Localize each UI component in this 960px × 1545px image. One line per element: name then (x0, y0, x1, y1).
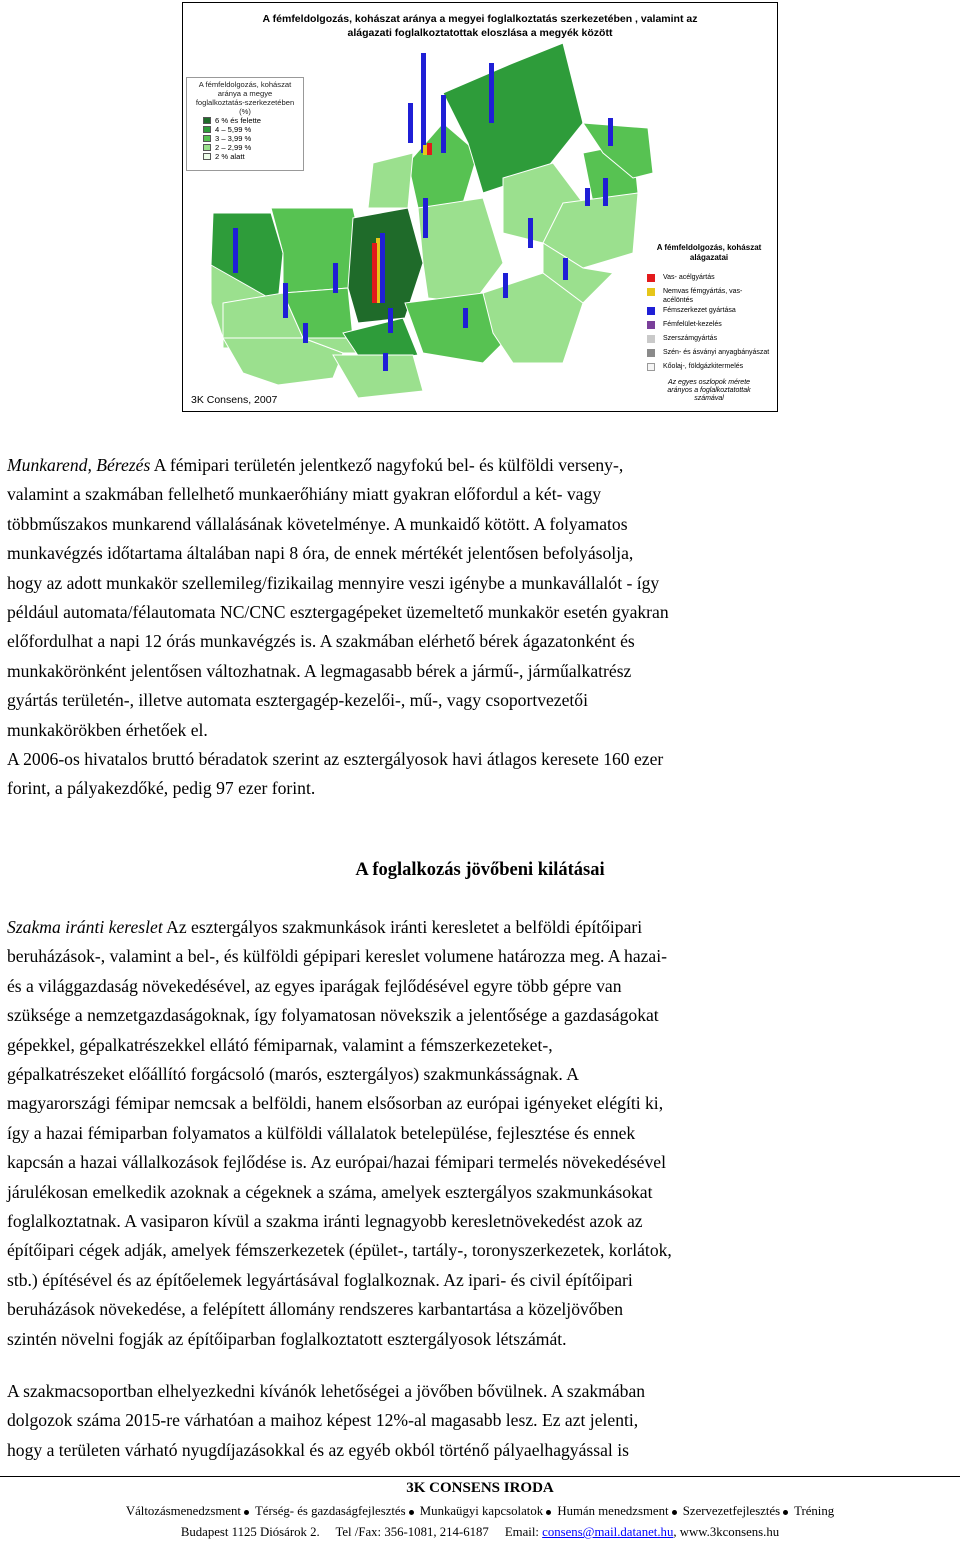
county-region (418, 198, 503, 303)
legend-swatch (203, 135, 211, 142)
para-line: szintén növelni fogják az építőiparban foglalkoztatott esztergályosok létszámát. (7, 1328, 567, 1349)
county-bar (608, 118, 613, 146)
branch-legend-item (645, 287, 773, 305)
para-line: dolgozok száma 2015-re várhatóan a maihoz képest 12%-al magasabb lesz. Ez azt jelenti, (7, 1410, 639, 1431)
share-legend-label: 4 – 5,99 % (215, 125, 252, 134)
footer-company-name: 3K CONSENS IRODA (406, 1480, 554, 1496)
branch-legend-item (645, 334, 773, 347)
para-line: foglalkoztatnak. A vasiparon kívül a szakma iránti legnagyobb keresletnövekedést azok az (7, 1211, 643, 1232)
para-line: hogy a területen várható nyugdíjazásokkal és az egyéb okból történő pályaelhagyással is (7, 1439, 629, 1460)
footer-divider (0, 1476, 960, 1477)
branch-legend-note (645, 379, 773, 403)
county-bar (233, 228, 238, 273)
branch-legend-label: Fémszerkezet gyártása (663, 307, 736, 314)
footer-service: Változásmenedzsment (125, 1504, 241, 1518)
county-bar (388, 308, 393, 333)
para-line: járulékosan emelkedik azoknak a cégeknek a száma, amelyek esztergályos szakmunkásokat (7, 1181, 653, 1202)
share-legend-item (191, 134, 299, 143)
para-line: munkakörökben érhetőek el. (7, 719, 208, 740)
share-legend-label: 2 % alatt (215, 152, 245, 161)
county-bar (283, 283, 288, 318)
branch-legend-label: Szén- és ásványi anyagbányászat (663, 349, 770, 356)
share-legend-item (191, 116, 299, 125)
para-line: munkakörönként jelentősen változhatnak. A legmagasabb bérek a jármű-, járműalkatrész (7, 660, 632, 681)
section-heading: A foglalkozás jövőbeni kilátásai (355, 860, 605, 880)
footer-service: Szervezetfejlesztés (682, 1504, 781, 1518)
para-line: gépekkel, gépalkatrészekkel ellátó fémiparnak, valamint a fémszerkezeteket-, (7, 1034, 553, 1055)
branch-legend-note-1: Az egyes oszlopok mérete (667, 379, 751, 386)
share-legend-label: 2 – 2,99 % (215, 143, 252, 152)
county-bar (421, 53, 426, 153)
county-bar (427, 143, 432, 155)
para-line: gépalkatrészeket előállító forgácsoló (marós, esztergályos) szakmunkásságnak. A (7, 1064, 579, 1085)
branch-legend-label-1: Nemvas fémgyártás, vas- (663, 288, 743, 295)
para-text: A munkaidő kötött. A folyamatos (390, 513, 628, 534)
share-legend (186, 77, 304, 171)
para-line: szüksége a nemzetgazdaságoknak, így folyamatosan növekszik a jelentősége a gazdaságokat (7, 1005, 659, 1026)
footer-contact (0, 1524, 960, 1540)
county-bar (603, 178, 608, 206)
branch-legend (645, 243, 773, 411)
legend-swatch (647, 307, 655, 315)
footer-web: , www.3kconsens.hu (673, 1525, 780, 1539)
figure-title-line-1: A fémfeldolgozás, kohászat aránya a megyei foglalkoztatás szerkezetében , valamint az (262, 13, 698, 25)
county-bar (303, 323, 308, 343)
branch-legend-label-2: acélöntés (663, 297, 693, 304)
county-bar (380, 233, 385, 303)
para-line (7, 510, 955, 539)
para-text: Az esztergályos szakmunkások iránti keresletet a belföldi építőipari (162, 917, 643, 937)
footer-service: Térség- és gazdaságfejlesztés (254, 1504, 406, 1518)
legend-swatch (647, 349, 655, 357)
employment-map-figure (182, 2, 778, 412)
para-line: gyártás területén-, illetve automata esztergagép-kezelői-, mű-, vagy csoportvezetői (7, 690, 588, 711)
para-line: például automata/félautomata NC/CNC esztergagépeket üzemeltető munkakör esetén gyakran (7, 602, 669, 623)
branch-legend-label: Fémfelület-kezelés (663, 321, 722, 328)
para-line: építőipari cégek adják, amelyek fémszerkezetek (épület-, tartály-, toronyszerkezetek, korlátok, (7, 1240, 672, 1261)
share-legend-label: 6 % és felette (215, 116, 262, 125)
county-region (368, 153, 413, 208)
bullet-icon (409, 1510, 414, 1515)
outlook-paragraph (7, 1377, 955, 1465)
para-line: és a világgazdaság növekedésével, az egyes iparágak fejlődésével egyre több gépre van (7, 975, 622, 996)
section-label-munkarend: Munkarend, Bérezés (7, 455, 151, 475)
para-line: előfordulhat a napi 12 órás munkavégzés is. A szakmában elérhető bérek ágazatonként és (7, 631, 635, 652)
para-text: többműszakos munkarend vállalásának követelménye. (7, 513, 391, 534)
para-line: A szakmacsoportban elhelyezkedni kívánók lehetőségei a jövőben bővülnek. A szakmában (7, 1381, 646, 1401)
share-legend-title-4: (%) (239, 107, 251, 116)
section-label-kereslet: Szakma iránti kereslet (7, 917, 163, 937)
bullet-icon (244, 1510, 249, 1515)
footer-service: Munkaügyi kapcsolatok (419, 1504, 544, 1518)
legend-swatch (647, 363, 655, 371)
share-legend-item (191, 143, 299, 152)
legend-swatch (647, 274, 655, 282)
legend-swatch (647, 321, 655, 329)
para-line: kapcsán a hazai vállalkozások fejlődése is. Az európai/hazai fémipari termelés növekedésével (7, 1152, 666, 1173)
footer-service: Tréning (794, 1504, 835, 1518)
branch-legend-item (645, 320, 773, 333)
para-line: így a hazai fémiparban folyamatos a külföldi vállalatok betelepülése, fejlesztése és ennek (7, 1122, 636, 1143)
legend-swatch (647, 288, 655, 296)
para-line: hogy az adott munkakör szellemileg/fizikailag mennyire veszi igénybe a munkavállalót - így (7, 572, 660, 593)
legend-swatch (203, 153, 211, 160)
share-legend-title-2: aránya a megye (217, 89, 273, 98)
county-bar (372, 243, 377, 303)
bullet-icon (546, 1510, 551, 1515)
figure-title (193, 12, 767, 40)
bullet-icon (672, 1510, 677, 1515)
footer-service: Humán menedzsment (557, 1504, 669, 1518)
branch-legend-title-1: A fémfeldolgozás, kohászat (656, 243, 762, 252)
branch-legend-item (645, 306, 773, 319)
share-legend-item (191, 125, 299, 134)
legend-swatch (203, 126, 211, 133)
para-line: stb.) építésével és az építőelemek legyártásával foglalkoznak. Az ipari- és civil építőipari (7, 1269, 633, 1290)
county-bar (333, 263, 338, 293)
county-bar (423, 198, 428, 238)
branch-legend-item (645, 348, 773, 361)
county-bar (408, 103, 413, 143)
working-hours-paragraph (7, 451, 955, 804)
county-bar (585, 188, 590, 206)
share-legend-title-3: foglalkoztatás-szerkezetében (195, 98, 295, 107)
footer-services (0, 1503, 960, 1519)
branch-legend-note-2: arányos a foglalkoztatottak (667, 387, 751, 394)
footer-address: Budapest 1125 Diósárok 2. (180, 1525, 320, 1539)
branch-legend-label (663, 287, 742, 305)
para-line: valamint a szakmában fellelhető munkaerőhiány miatt gyakran előfordul a két- vagy (7, 484, 602, 505)
share-legend-item (191, 152, 299, 161)
para-text: A fémipari területén jelentkező nagyfokú bel- és külföldi verseny-, (150, 455, 624, 475)
county-bar (463, 308, 468, 328)
footer-phone: Tel /Fax: 356-1081, 214-6187 (335, 1525, 489, 1539)
county-bar (489, 63, 494, 123)
footer-email-label: Email: (504, 1525, 543, 1539)
branch-legend-title (645, 243, 773, 263)
para-line: magyarországi fémipar nemcsak a belföldi, hanem elsősorban az európai igényeket elégíti ki, (7, 1093, 664, 1114)
legend-swatch (203, 144, 211, 151)
branch-legend-note-3: számával (694, 395, 724, 402)
figure-title-line-2: alágazati foglalkoztatottak eloszlása a megyék között (347, 27, 613, 39)
branch-legend-label: Kőolaj-, földgázkitermelés (663, 363, 744, 370)
para-line: forint, a pályakezdőké, pedig 97 ezer forint. (7, 778, 316, 799)
bullet-icon (783, 1510, 788, 1515)
para-line: beruházások-, valamint a bel-, és külföldi gépipari kereslet volumene határozza meg. A hazai- (7, 946, 667, 967)
share-legend-title-1: A fémfeldolgozás, kohászat (198, 80, 292, 89)
para-line (7, 913, 955, 942)
legend-swatch (203, 117, 211, 124)
share-legend-label: 3 – 3,99 % (215, 134, 252, 143)
para-line: A 2006-os hivatalos bruttó béradatok szerint az esztergályosok havi átlagos keresete 160 ezer (7, 749, 664, 770)
county-bar (503, 273, 508, 298)
para-line: munkavégzés időtartama általában napi 8 óra, de ennek mértékét jelentősen befolyásolja, (7, 543, 634, 564)
county-bar (563, 258, 568, 280)
county-region (333, 355, 423, 398)
branch-legend-label: Vas- acélgyártás (663, 274, 715, 281)
page-footer (0, 1476, 960, 1545)
legend-swatch (647, 335, 655, 343)
branch-legend-title-2: alágazatai (689, 253, 729, 262)
county-bar (383, 353, 388, 371)
branch-legend-item (645, 362, 773, 375)
demand-paragraph (7, 913, 955, 1354)
branch-legend-label: Szerszámgyártás (663, 335, 718, 342)
para-line (7, 451, 955, 480)
footer-email-link[interactable]: consens@mail.datanet.hu (542, 1525, 674, 1539)
figure-credit: 3K Consens, 2007 (191, 394, 278, 406)
para-line: beruházások növekedése, a felépített állomány rendszeres karbantartása a közeljövőben (7, 1299, 623, 1320)
county-bar (528, 218, 533, 248)
branch-legend-item (645, 273, 773, 286)
county-bar (441, 95, 446, 153)
